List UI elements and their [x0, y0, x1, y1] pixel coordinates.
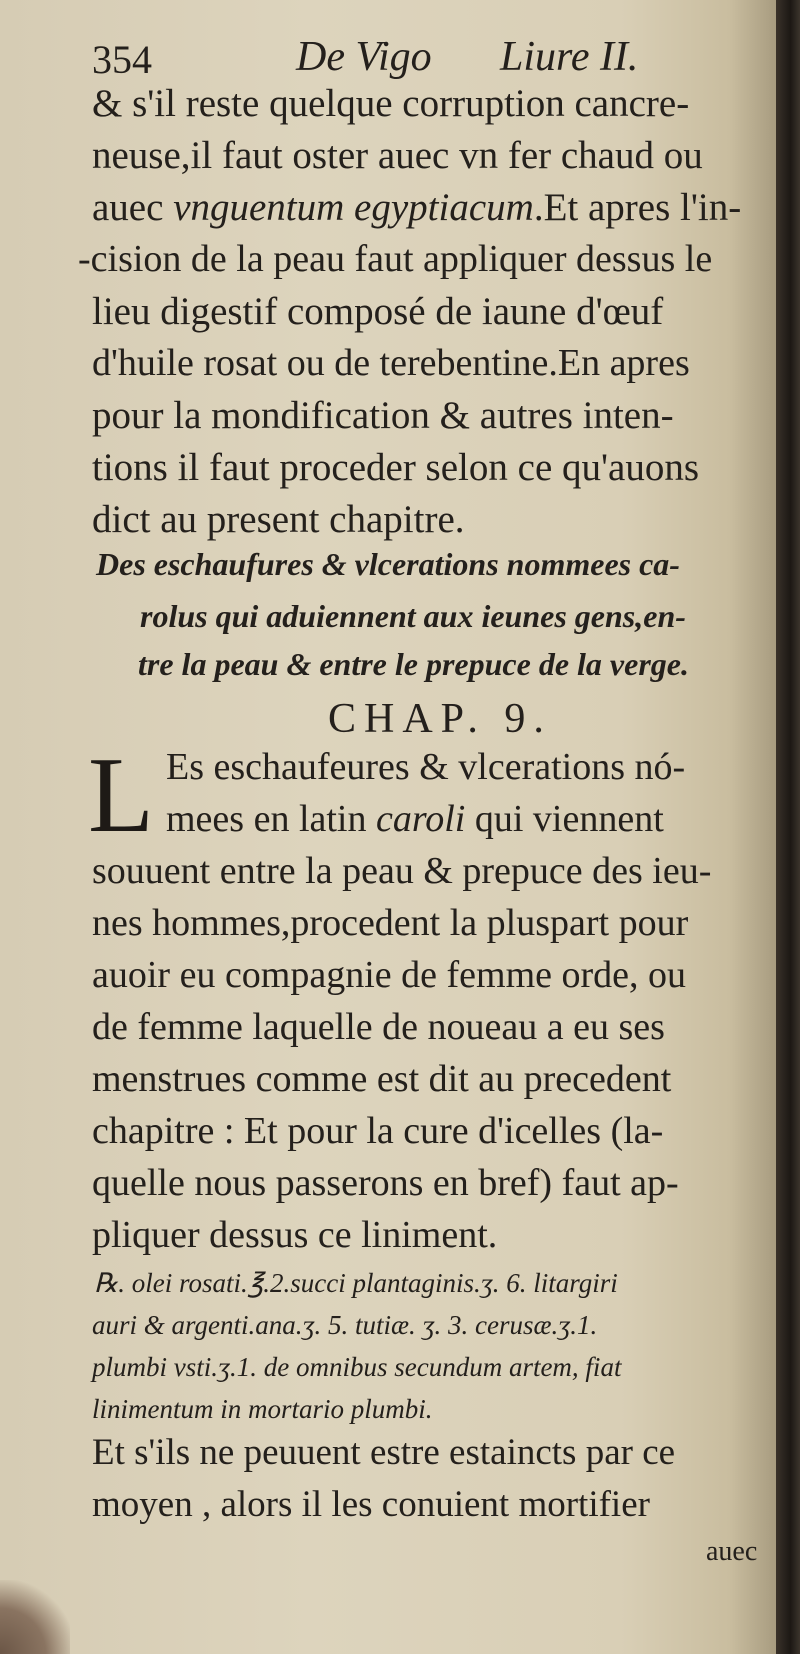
- recipe-line: auri & argenti.ana.ʒ. 5. tutiæ. ʒ. 3. cerusæ.ʒ.1.: [92, 1310, 598, 1340]
- text-line: lieu digestif composé de iaune d'œuf: [92, 290, 664, 333]
- page-number: 354: [92, 37, 152, 82]
- chapter-title-line: tre la peau & entre le prepuce de la verge.: [138, 646, 689, 682]
- latin-term: caroli: [375, 798, 466, 840]
- text-line: [92, 188, 741, 227]
- catchword: auec: [706, 1536, 758, 1567]
- latin-term: vnguentum egyptiacum: [173, 186, 534, 229]
- text-span: qui viennent: [465, 798, 664, 840]
- text-line: -cision de la peau faut appliquer dessus le: [78, 238, 713, 280]
- chapter-title-line: rolus qui aduiennent aux ieunes gens,en-: [140, 598, 686, 634]
- text-line: chapitre : Et pour la cure d'icelles (la-: [92, 1110, 664, 1152]
- page-corner-shadow: [0, 1580, 70, 1654]
- text-span: mees en latin: [166, 798, 376, 840]
- text-line: moyen , alors il les conuient mortifier: [92, 1484, 650, 1525]
- text-line: pour la mondification & autres inten-: [92, 394, 674, 437]
- running-head-author: De Vigo: [296, 34, 432, 80]
- text-span: .Et apres l'in-: [533, 186, 742, 229]
- text-line: dict au present chapitre.: [92, 498, 465, 541]
- text-line: menstrues comme est dit au precedent: [92, 1058, 672, 1100]
- text-line: [166, 800, 664, 838]
- text-line: neuse,il faut oster auec vn fer chaud ou: [92, 134, 703, 177]
- chapter-heading: CHAP. 9.: [328, 696, 552, 742]
- recipe-line: ℞. olei rosati.℥.2.succi plantaginis.ʒ. 6. litargiri: [94, 1268, 618, 1298]
- recipe-line: plumbi vsti.ʒ.1. de omnibus secundum artem, fiat: [92, 1352, 622, 1382]
- page-gutter-edge: [776, 0, 800, 1654]
- text-line: quelle nous passerons en bref) faut ap-: [92, 1162, 679, 1204]
- text-line: de femme laquelle de noueau a eu ses: [92, 1006, 665, 1048]
- text-line: pliquer dessus ce liniment.: [92, 1214, 498, 1256]
- text-span: auec: [92, 186, 174, 229]
- text-line: nes hommes,procedent la pluspart pour: [92, 902, 689, 944]
- running-head-book: Liure II.: [500, 34, 639, 80]
- text-line: auoir eu compagnie de femme orde, ou: [92, 954, 687, 996]
- text-line: Et s'ils ne peuuent estre estaincts par ce: [92, 1432, 676, 1473]
- text-line: Es eschaufeures & vlcerations nó-: [166, 746, 686, 788]
- text-line: d'huile rosat ou de terebentine.En apres: [92, 342, 690, 384]
- chapter-title-line: Des eschaufures & vlcerations nommees ca-: [96, 546, 680, 582]
- drop-cap: L: [88, 736, 154, 855]
- text-line: souuent entre la peau & prepuce des ieu-: [92, 850, 712, 892]
- text-line: tions il faut proceder selon ce qu'auons: [92, 446, 700, 489]
- text-line: & s'il reste quelque corruption cancre-: [92, 82, 690, 125]
- recipe-line: linimentum in mortario plumbi.: [92, 1394, 433, 1424]
